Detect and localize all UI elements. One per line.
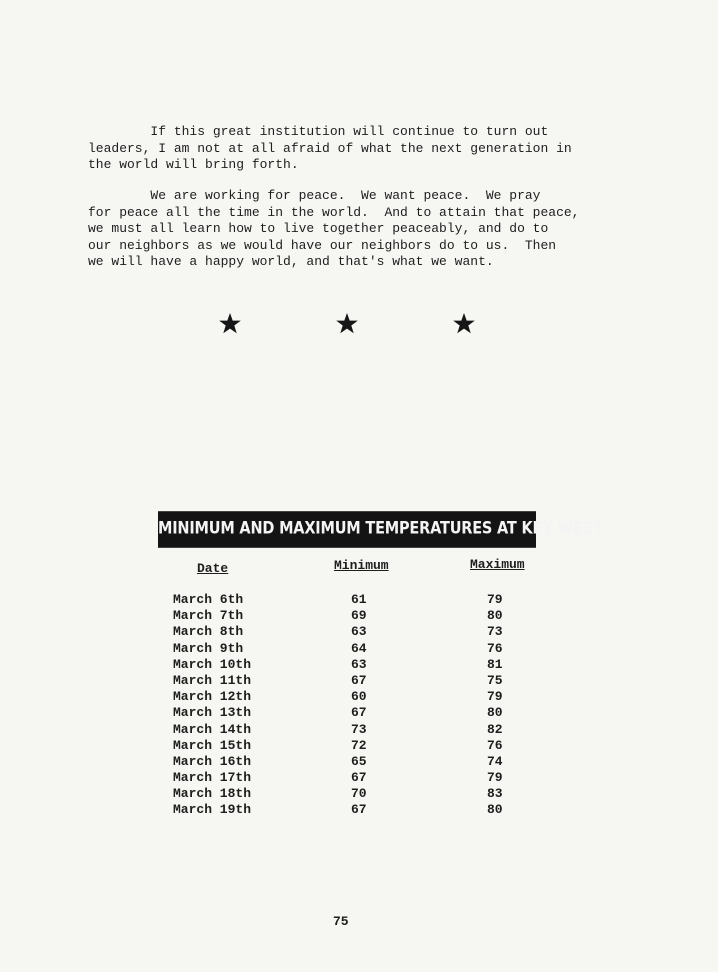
table-row	[170, 786, 550, 802]
table-row	[170, 592, 550, 608]
star-separator	[0, 312, 718, 342]
minimum-cell: 61	[351, 592, 367, 607]
paragraph-institution	[88, 124, 608, 174]
date-cell: March 12th	[173, 689, 252, 705]
minimum-cell: 67	[351, 705, 367, 721]
date-cell: March 19th	[173, 802, 252, 818]
paragraph-peace	[88, 188, 608, 271]
maximum-cell: 76	[487, 737, 503, 753]
table-row	[170, 738, 550, 754]
column-header-minimum: Minimum	[334, 558, 389, 573]
maximum-cell: 80	[487, 608, 503, 624]
minimum-cell: 64	[351, 640, 367, 656]
maximum-cell: 74	[487, 753, 503, 769]
date-cell: March 14th	[173, 721, 252, 737]
column-header-maximum: Maximum	[470, 557, 525, 572]
maximum-cell: 79	[487, 770, 503, 786]
table-row	[170, 689, 550, 705]
text-line: our neighbors as we would have our neighbors do to us. Then	[88, 237, 557, 253]
minimum-cell: 65	[351, 753, 367, 769]
minimum-cell: 67	[351, 672, 367, 688]
maximum-cell: 81	[487, 656, 503, 672]
date-cell: March 13th	[173, 705, 252, 721]
date-cell: March 11th	[173, 672, 252, 688]
table-row	[170, 722, 550, 738]
maximum-cell: 76	[487, 640, 503, 656]
minimum-cell: 70	[351, 786, 367, 802]
date-cell: March 7th	[173, 608, 244, 624]
minimum-cell: 69	[351, 608, 367, 624]
text-line: If this great institution will continue to turn out	[88, 124, 549, 139]
table-row	[170, 624, 550, 640]
date-cell: March 18th	[173, 786, 252, 802]
maximum-cell: 73	[487, 624, 503, 640]
table-row	[170, 673, 550, 689]
star-icon	[218, 312, 242, 336]
table-title: MINIMUM AND MAXIMUM TEMPERATURES AT KEY WEST	[158, 511, 536, 548]
date-cell: March 15th	[173, 737, 252, 753]
text-line: for peace all the time in the world. And to attain that peace,	[88, 204, 580, 220]
maximum-cell: 82	[487, 721, 503, 737]
minimum-cell: 63	[351, 656, 367, 672]
table-row	[170, 770, 550, 786]
maximum-cell: 80	[487, 705, 503, 721]
table-row	[170, 705, 550, 721]
date-cell: March 9th	[173, 640, 244, 656]
maximum-cell: 79	[487, 592, 503, 607]
text-line: We are working for peace. We want peace. We pray	[88, 188, 541, 203]
table-row	[170, 641, 550, 657]
minimum-cell: 67	[351, 802, 367, 818]
text-line: the world will bring forth.	[88, 157, 299, 172]
minimum-cell: 63	[351, 624, 367, 640]
table-row	[170, 802, 550, 818]
date-cell: March 10th	[173, 656, 252, 672]
minimum-cell: 72	[351, 737, 367, 753]
table-row	[170, 754, 550, 770]
table-row	[170, 657, 550, 673]
text-line: we will have a happy world, and that's what we want.	[88, 254, 494, 269]
minimum-cell: 73	[351, 721, 367, 737]
date-cell: March 6th	[173, 592, 244, 607]
date-cell: March 17th	[173, 770, 252, 786]
maximum-cell: 80	[487, 802, 503, 818]
maximum-cell: 83	[487, 786, 503, 802]
column-header-date: Date	[197, 561, 229, 576]
maximum-cell: 75	[487, 672, 503, 688]
text-line: we must all learn how to live together peaceably, and do to	[88, 221, 549, 236]
table-body	[170, 592, 550, 819]
star-icon	[452, 312, 476, 336]
table-row	[170, 608, 550, 624]
page-number: 75	[333, 914, 349, 929]
minimum-cell: 60	[351, 689, 367, 705]
maximum-cell: 79	[487, 689, 503, 705]
star-icon	[335, 312, 359, 336]
date-cell: March 16th	[173, 753, 252, 769]
date-cell: March 8th	[173, 624, 244, 640]
text-line: leaders, I am not at all afraid of what the next generation in	[88, 140, 572, 156]
minimum-cell: 67	[351, 770, 367, 786]
